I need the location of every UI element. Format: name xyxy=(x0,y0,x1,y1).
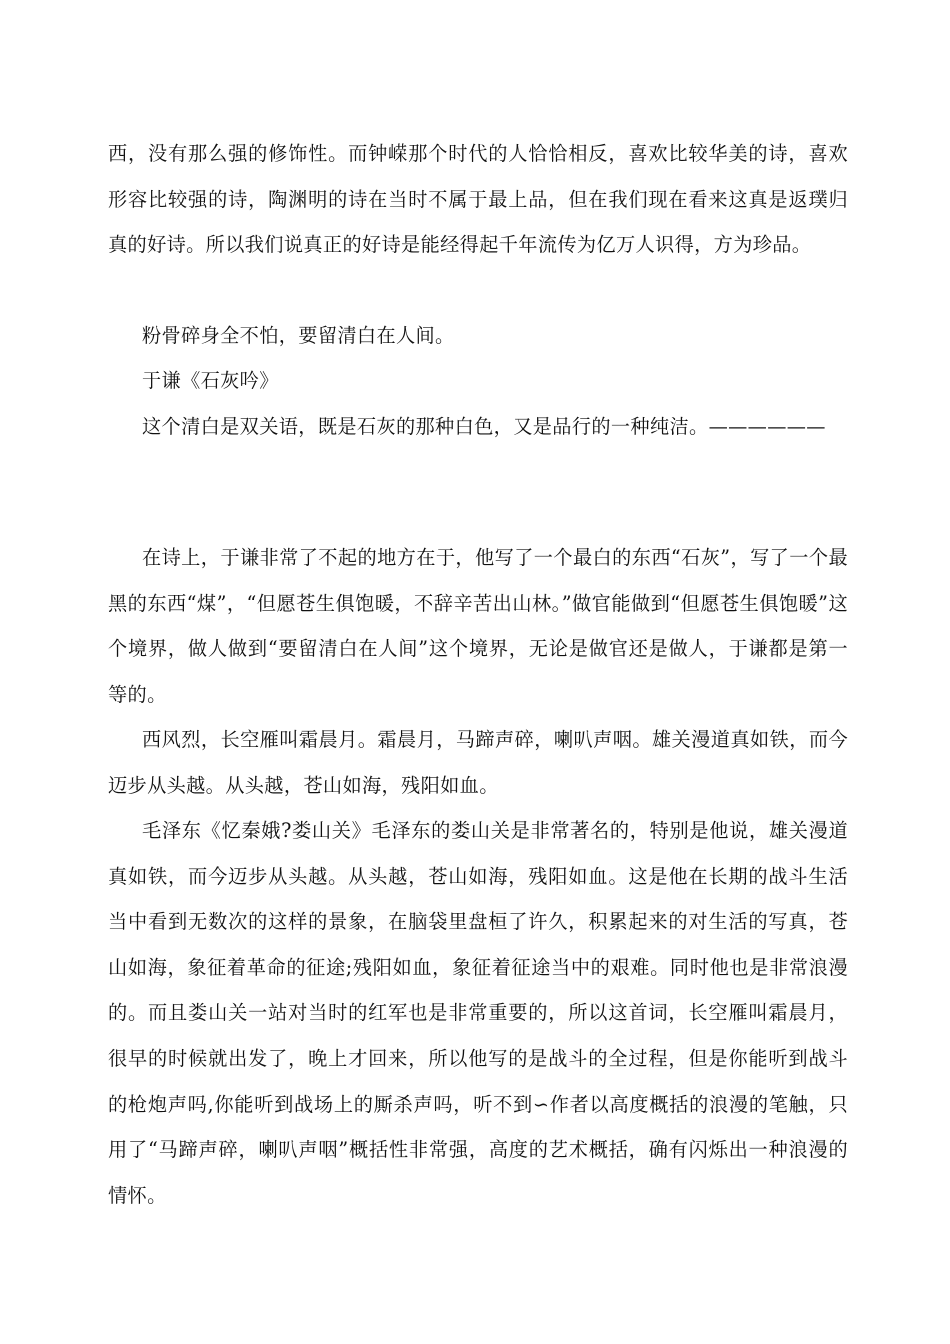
paragraph-yuqian-commentary: 在诗上，于谦非常了不起的地方在于，他写了一个最白的东西“石灰”，写了一个最黑的东西“煤”，“但愿苍生俱饱暖，不辞辛苦出山林。”做官能做到“但愿苍生俱饱暖”这个境界，做人做到“要留清白在人间”这个境界，无论是做官还是做人，于谦都是第一等的。 xyxy=(108,546,848,706)
paragraph-pun-explanation: 这个清白是双关语，既是石灰的那种白色，又是品行的一种纯洁。—————— xyxy=(142,415,826,438)
document-page xyxy=(108,0,848,1344)
poem-attribution: 于谦《石灰吟》 xyxy=(142,369,279,392)
paragraph-maozedong-commentary: 毛泽东《忆秦娥?娄山关》毛泽东的娄山关是非常著名的，特别是他说，雄关漫道真如铁，而今迈步从头越。从头越，苍山如海，残阳如血。这是他在长期的战斗生活当中看到无数次的这样的景象，在脑袋里盘桓了许久，积累起来的对生活的写真，苍山如海，象征着革命的征途;残阳如血，象征着征途当中的艰难。同时他也是非常浪漫的。而且娄山关一站对当时的红军也是非常重要的，所以这首词，长空雁叫霜晨月，很早的时候就出发了，晚上才回来，所以他写的是战斗的全过程，但是你能听到战斗的枪炮声吗,你能听到战场上的厮杀声吗，听不到∽作者以高度概括的浪漫的笔触，只用了“马蹄声碎，喇叭声咽”概括性非常强，高度的艺术概括，确有闪烁出一种浪漫的情怀。 xyxy=(108,819,848,1207)
poem-loushanguan: 西风烈，长空雁叫霜晨月。霜晨月，马蹄声碎，喇叭声咽。雄关漫道真如铁，而今迈步从头越。从头越，苍山如海，残阳如血。 xyxy=(108,728,848,797)
poem-line-shihuiyin: 粉骨碎身全不怕，要留清白在人间。 xyxy=(142,324,455,347)
paragraph-poetry-comment-continued: 西，没有那么强的修饰性。而钟嵘那个时代的人恰恰相反，喜欢比较华美的诗，喜欢形容比较强的诗，陶渊明的诗在当时不属于最上品，但在我们现在看来这真是返璞归真的好诗。所以我们说真正的好诗是能经得起千年流传为亿万人识得，方为珍品。 xyxy=(108,142,848,257)
